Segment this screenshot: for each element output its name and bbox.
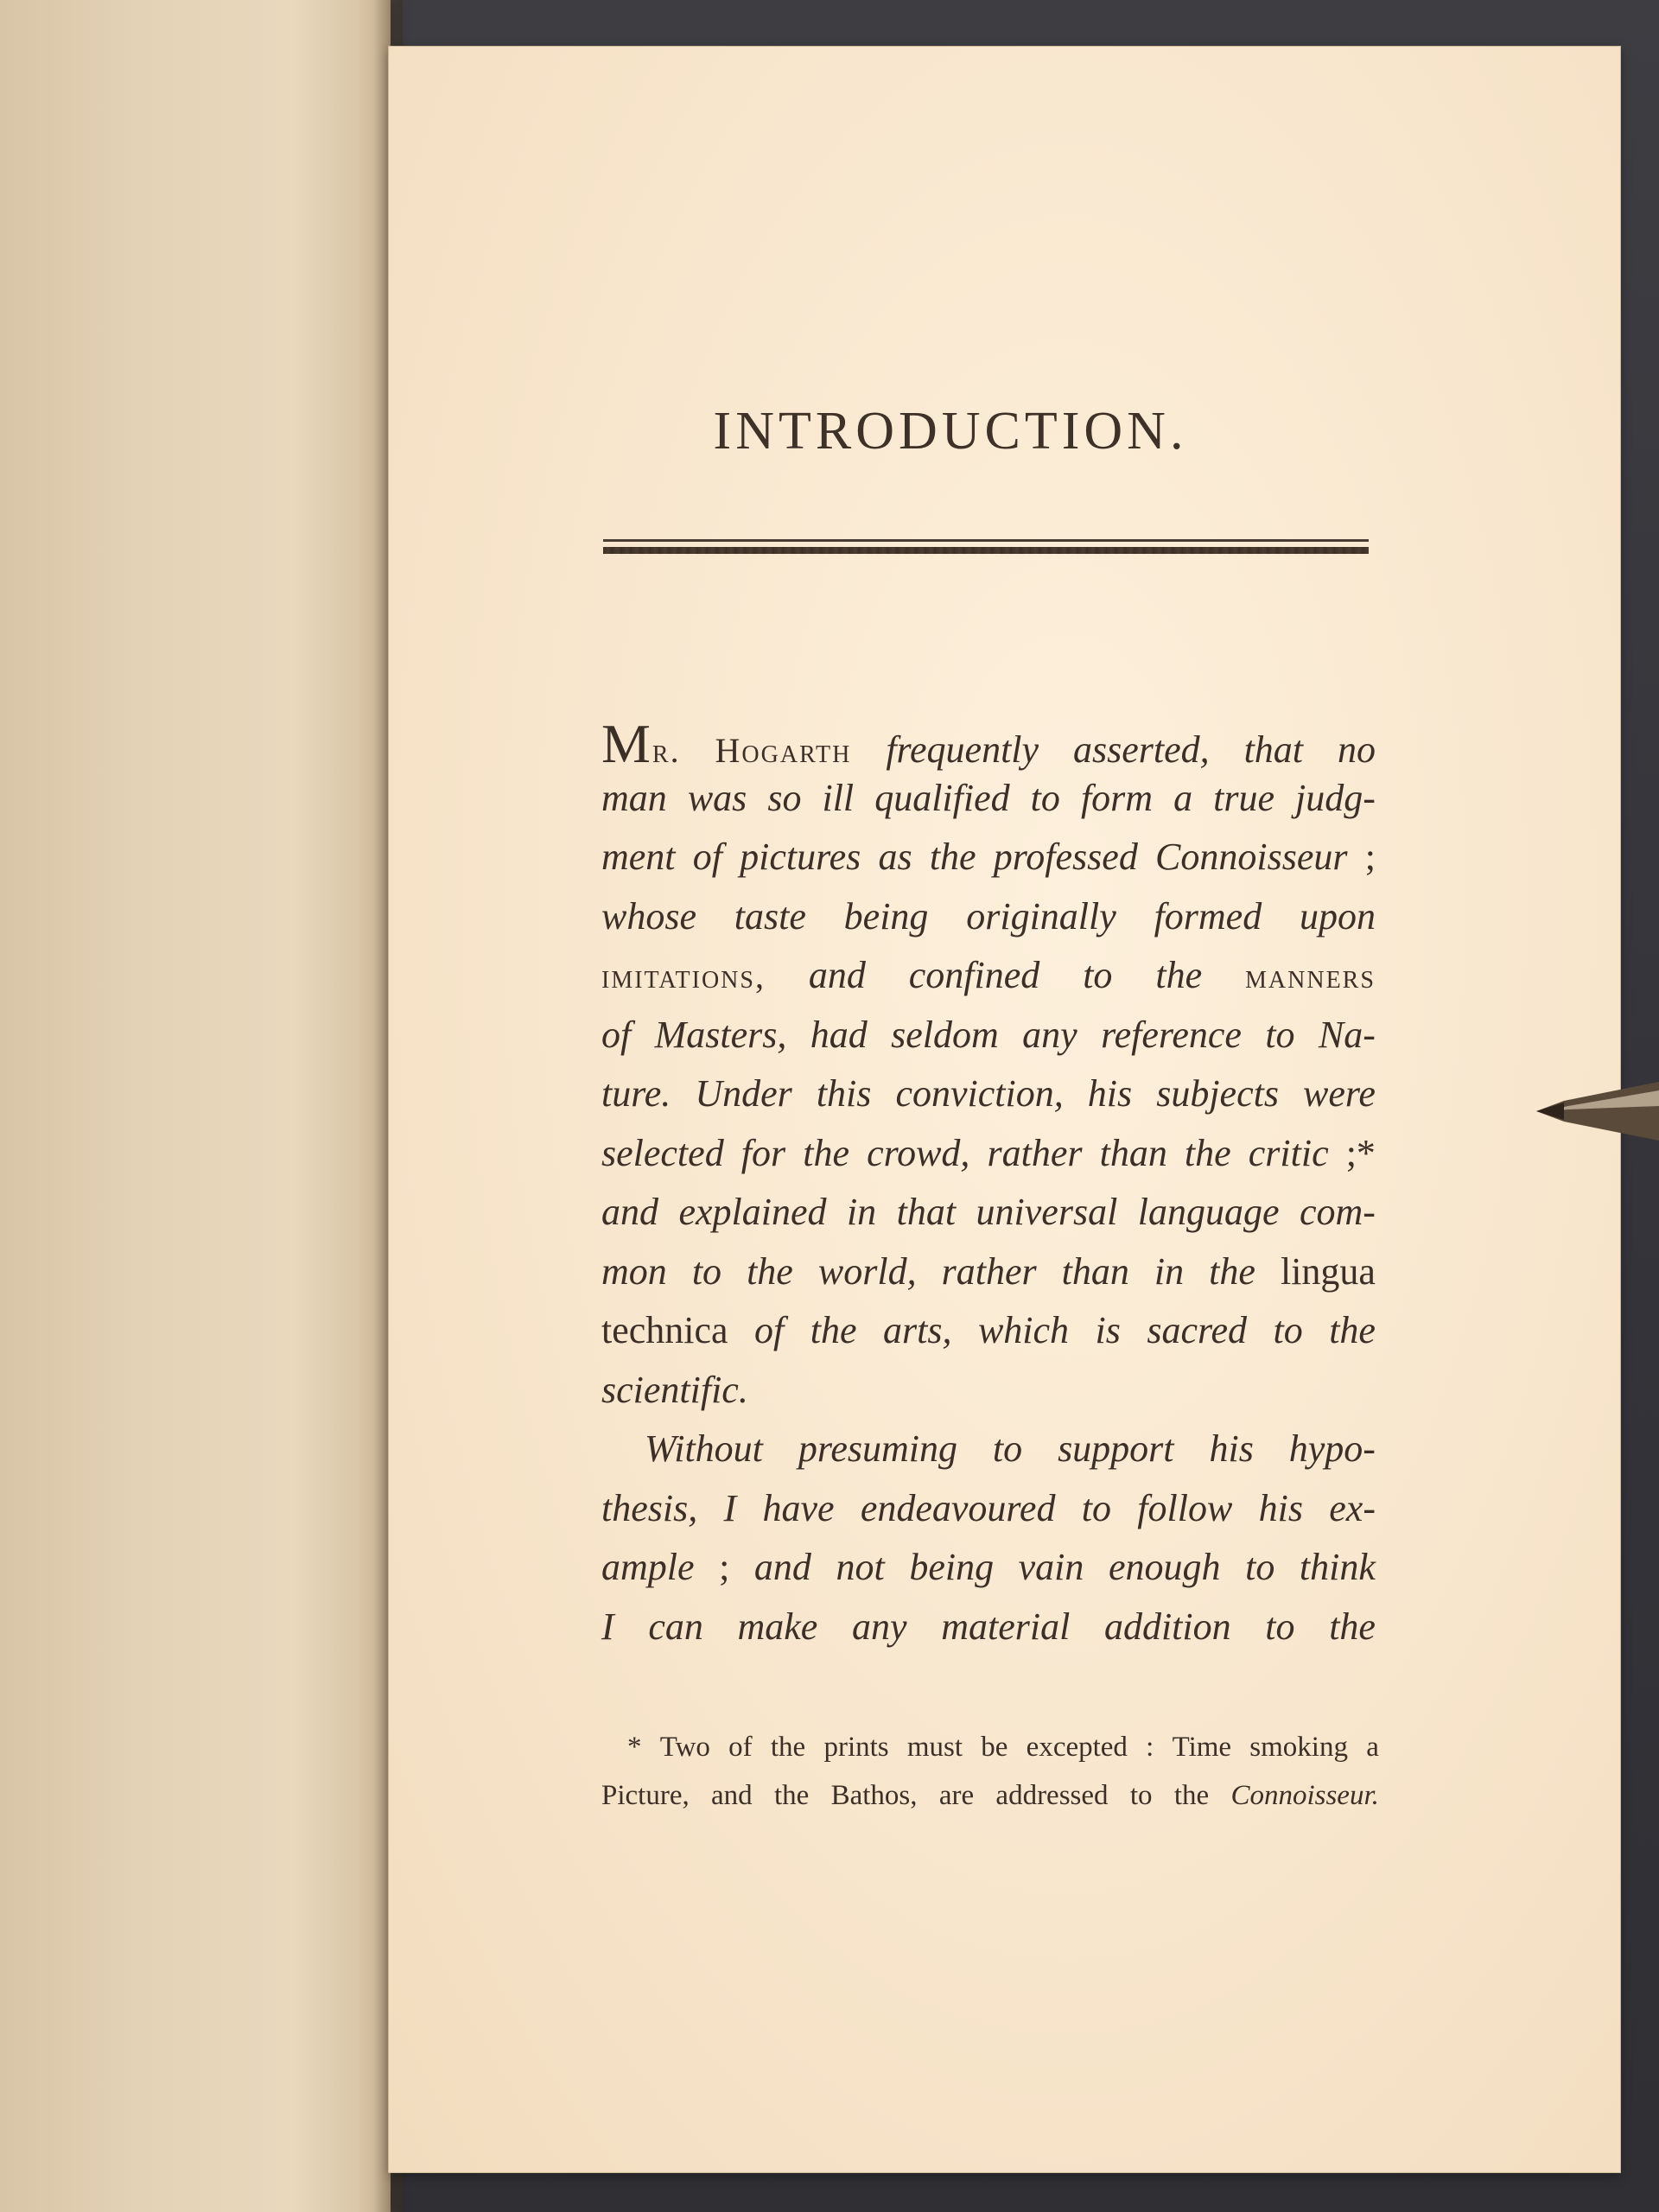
word: enough <box>1109 1546 1221 1588</box>
text-line <box>601 835 1376 894</box>
printed-page <box>389 47 1620 2172</box>
word: so <box>767 776 802 819</box>
word: and <box>753 1546 811 1588</box>
footnote-word: Two <box>659 1732 710 1763</box>
word: the <box>803 1131 849 1174</box>
drop-cap: M <box>601 713 652 774</box>
word: the <box>1155 954 1203 996</box>
word: in <box>846 1191 877 1233</box>
word: were <box>1303 1072 1376 1115</box>
text-line <box>601 1427 1376 1486</box>
word: form <box>1080 776 1154 819</box>
word: rather <box>987 1131 1083 1174</box>
word: man <box>601 776 667 819</box>
word: and <box>808 954 866 996</box>
word: Under <box>695 1072 792 1115</box>
footnote-word: Connoisseur. <box>1230 1780 1379 1811</box>
word: no <box>1337 728 1376 771</box>
word: had <box>810 1013 868 1056</box>
word: frequently <box>886 728 1039 771</box>
word: thesis, <box>601 1486 698 1529</box>
text-line <box>601 1368 1376 1427</box>
word: professed <box>993 836 1138 878</box>
word: lingua <box>1280 1249 1376 1293</box>
word: for <box>741 1131 786 1174</box>
word: in <box>1154 1249 1185 1293</box>
word: judg- <box>1295 776 1376 819</box>
word: to <box>1081 1486 1111 1529</box>
word: to <box>691 1249 722 1293</box>
word: upon <box>1300 894 1376 938</box>
word: make <box>737 1605 818 1648</box>
word: ture. <box>601 1072 671 1115</box>
word: support <box>1058 1427 1174 1470</box>
word: ;* <box>1345 1131 1376 1174</box>
footnote-word: and <box>711 1780 753 1811</box>
footnote-word: the <box>1173 1780 1210 1811</box>
word: critic <box>1248 1131 1329 1174</box>
word: ; <box>719 1546 730 1588</box>
word: than <box>1099 1131 1167 1174</box>
word: Connoisseur <box>1155 836 1348 878</box>
double-rule-divider <box>603 539 1369 560</box>
word: manners <box>1245 957 1376 995</box>
word: endeavoured <box>860 1486 1056 1529</box>
footnote-word: must <box>906 1732 963 1763</box>
word: the <box>1329 1605 1376 1648</box>
word: Hogarth <box>715 731 852 770</box>
rule-thick-line <box>603 547 1369 554</box>
word: which <box>977 1309 1070 1351</box>
word: of <box>692 836 722 878</box>
word: can <box>648 1605 703 1648</box>
word: the <box>1209 1249 1255 1293</box>
word: the <box>1184 1131 1231 1174</box>
word: the <box>747 1249 793 1293</box>
text-line <box>601 1486 1376 1546</box>
word: to <box>1265 1605 1295 1648</box>
word: his <box>1087 1072 1133 1115</box>
footnote-word: smoking <box>1249 1732 1348 1763</box>
word: to <box>992 1427 1023 1470</box>
drop-cap-word <box>601 713 681 774</box>
text-line <box>601 894 1376 954</box>
text-line <box>601 1545 1376 1605</box>
word: have <box>762 1486 835 1529</box>
pen-marker-tip <box>1536 1103 1564 1120</box>
text-line <box>601 1190 1376 1249</box>
footnote-word: the <box>773 1780 810 1811</box>
footnote-word: the <box>770 1732 806 1763</box>
footnote-word: : <box>1146 1732 1154 1763</box>
word: to <box>1245 1546 1275 1588</box>
word: presuming <box>798 1427 957 1470</box>
word: mon <box>601 1249 667 1293</box>
word: whose <box>601 894 696 938</box>
word: the <box>1329 1309 1376 1351</box>
word: universal <box>976 1191 1118 1233</box>
text-line <box>601 1605 1376 1664</box>
word: not <box>836 1546 885 1588</box>
word: any <box>852 1605 907 1648</box>
footnote-word: prints <box>823 1732 889 1763</box>
footnote <box>601 1732 1379 1828</box>
word: ; <box>1364 836 1376 878</box>
word: to <box>1030 776 1060 819</box>
word: explained <box>678 1191 827 1233</box>
word: to <box>1083 954 1113 996</box>
word: I <box>601 1605 614 1648</box>
footnote-word: Time <box>1172 1732 1232 1763</box>
footnote-word: addressed <box>995 1780 1109 1811</box>
word: Na- <box>1318 1013 1376 1056</box>
word: think <box>1299 1546 1376 1588</box>
word: subjects <box>1156 1072 1279 1115</box>
word: sacred <box>1147 1309 1248 1351</box>
footnote-word: of <box>728 1732 753 1763</box>
word: of <box>754 1309 785 1351</box>
footnote-line-2 <box>601 1780 1379 1828</box>
footnote-word: a <box>1366 1732 1379 1763</box>
word: conviction, <box>895 1072 1064 1115</box>
text-line <box>601 1308 1376 1368</box>
text-line <box>601 776 1376 836</box>
word: to <box>1273 1309 1303 1351</box>
word: qualified <box>874 776 1010 819</box>
word: ex- <box>1329 1486 1376 1529</box>
footnote-word: to <box>1129 1780 1153 1811</box>
footnote-word: Bathos, <box>830 1780 918 1811</box>
text-line <box>601 953 1376 1013</box>
word: any <box>1022 1013 1077 1056</box>
word: imitations, <box>601 957 766 995</box>
word: reference <box>1101 1013 1242 1056</box>
rule-thin-line <box>603 539 1369 542</box>
text-line <box>601 713 1376 776</box>
word: his <box>1209 1427 1254 1470</box>
word: originally <box>966 894 1116 938</box>
word: the <box>929 836 976 878</box>
footnote-line-1 <box>601 1732 1379 1780</box>
word: formed <box>1154 894 1262 938</box>
footnote-word: excepted <box>1026 1732 1128 1763</box>
word: is <box>1095 1309 1121 1351</box>
word: vain <box>1018 1546 1084 1588</box>
word: Without <box>645 1427 763 1470</box>
word: com- <box>1299 1191 1376 1233</box>
word: true <box>1213 776 1275 819</box>
word: ill <box>822 776 855 819</box>
word: rather <box>941 1249 1037 1293</box>
word: crowd, <box>867 1131 970 1174</box>
word: confined <box>908 954 1040 996</box>
word: being <box>843 894 929 938</box>
text-line <box>601 1071 1376 1131</box>
word: his <box>1258 1486 1303 1529</box>
text-line <box>601 1013 1376 1072</box>
pen-marker <box>1529 1071 1659 1149</box>
footnote-word: * <box>627 1732 642 1763</box>
word: arts, <box>882 1309 952 1351</box>
drop-cap-rest: r. <box>652 731 681 770</box>
word: ample <box>601 1546 695 1588</box>
text-line <box>601 1249 1376 1309</box>
word: technica <box>601 1309 728 1351</box>
page-title: INTRODUCTION. <box>713 402 1188 461</box>
word: material <box>941 1605 1071 1648</box>
word: pictures <box>740 836 861 878</box>
word: asserted, <box>1073 728 1210 771</box>
word: I <box>723 1486 737 1529</box>
word: taste <box>734 894 806 938</box>
word: that <box>896 1191 957 1233</box>
body-text <box>601 713 1376 1663</box>
word: was <box>687 776 747 819</box>
word: and <box>601 1191 658 1233</box>
footnote-word: Picture, <box>601 1780 690 1811</box>
word: that <box>1243 728 1304 771</box>
left-blank-page <box>0 0 391 2212</box>
word: a <box>1173 776 1193 819</box>
word: ment <box>601 836 676 878</box>
word: hypo- <box>1288 1427 1376 1470</box>
word: Masters, <box>654 1013 787 1056</box>
word: being <box>909 1546 995 1588</box>
word: language <box>1137 1191 1280 1233</box>
word: follow <box>1137 1486 1233 1529</box>
footnote-word: are <box>938 1780 975 1811</box>
word: this <box>816 1072 872 1115</box>
word: world, <box>817 1249 917 1293</box>
word: addition <box>1103 1605 1231 1648</box>
word: scientific. <box>601 1368 748 1411</box>
word: as <box>878 836 912 878</box>
footnote-word: be <box>981 1732 1008 1763</box>
word: the <box>810 1309 857 1351</box>
word: selected <box>601 1131 724 1174</box>
word: than <box>1061 1249 1129 1293</box>
text-line <box>601 1131 1376 1191</box>
word: to <box>1265 1013 1295 1056</box>
word: seldom <box>891 1013 999 1056</box>
word: of <box>601 1013 632 1056</box>
